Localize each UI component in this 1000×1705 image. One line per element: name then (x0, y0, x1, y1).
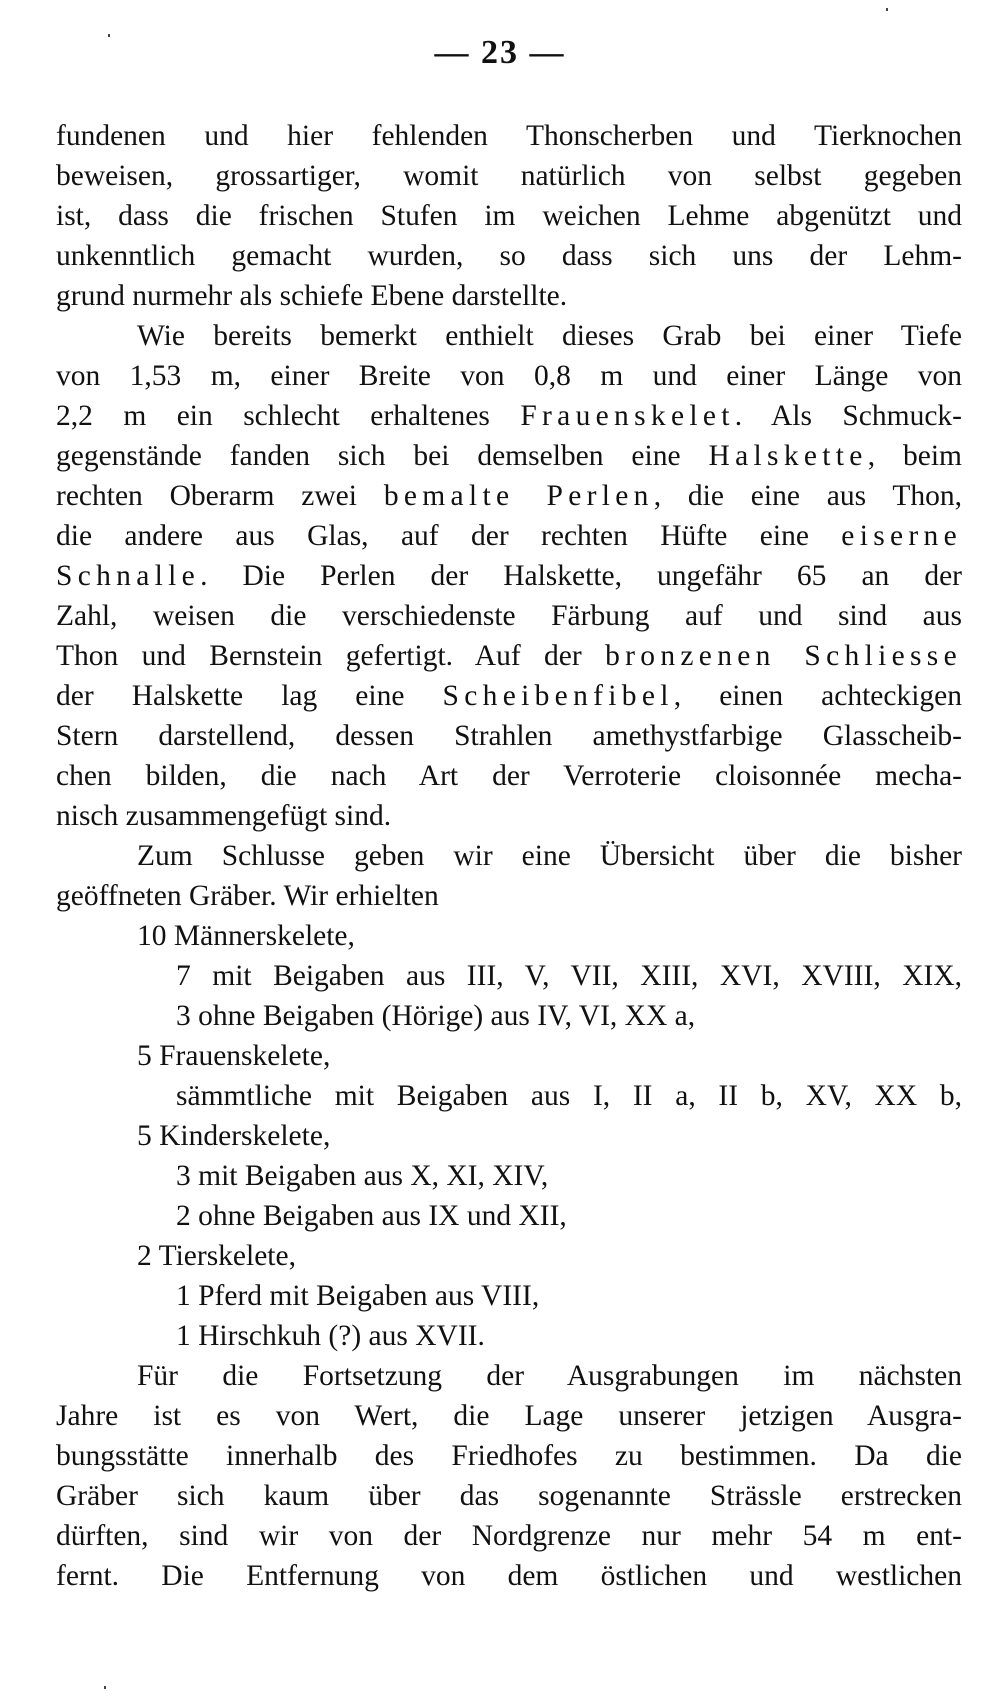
text-segment: von 1,53 m, einer Breite von 0,8 m und einer Länge von (56, 360, 962, 392)
text-segment: grund nurmehr als schiefe Ebene darstellte. (56, 280, 568, 312)
spaced-emphasis-text: Halskette (708, 440, 868, 472)
text-line (56, 1476, 962, 1516)
text-line (56, 116, 962, 156)
text-line (56, 1196, 962, 1236)
text-segment: . Die Perlen der Halskette, ungefähr 65 an der (200, 560, 962, 592)
text-line (56, 716, 962, 756)
text-line (56, 1316, 962, 1356)
text-segment: fundenen und hier fehlenden Thonscherben und Tierknochen (56, 120, 962, 152)
text-line (56, 516, 962, 556)
text-segment: Wie bereits bemerkt enthielt dieses Grab bei einer Tiefe (137, 320, 962, 352)
text-line (56, 636, 962, 676)
text-segment: Stern darstellend, dessen Strahlen amethystfarbige Glasscheib- (56, 720, 962, 752)
text-line (56, 1516, 962, 1556)
spaced-emphasis-text: Scheibenfibel (442, 680, 674, 712)
spaced-emphasis-text: bronzenen Schliesse (605, 640, 962, 672)
text-segment: 1 Pferd mit Beigaben aus VIII, (176, 1280, 540, 1312)
text-segment: Jahre ist es von Wert, die Lage unserer jetzigen Ausgra- (56, 1400, 962, 1432)
text-line (56, 1556, 962, 1596)
text-line (56, 1276, 962, 1316)
text-line (56, 1396, 962, 1436)
text-line (56, 1236, 962, 1276)
text-segment: chen bilden, die nach Art der Verroterie cloisonnée mecha- (56, 760, 962, 792)
spaced-emphasis-text: Schnalle (56, 560, 201, 592)
text-segment: Thon und Bernstein gefertigt. Auf der (56, 640, 606, 672)
text-segment: unkenntlich gemacht wurden, so dass sich uns der Lehm- (56, 240, 962, 272)
scan-speck (104, 1686, 106, 1689)
text-segment: 7 mit Beigaben aus III, V, VII, XIII, XVI, XVIII, XIX, (176, 960, 962, 992)
text-line (56, 676, 962, 716)
text-line (56, 1036, 962, 1076)
text-segment: beweisen, grossartiger, womit natürlich von selbst gegeben (56, 160, 962, 192)
text-segment: , die eine aus Thon, (653, 480, 963, 512)
text-segment: rechten Oberarm zwei (56, 480, 384, 512)
text-segment: 3 ohne Beigaben (Hörige) aus IV, VI, XX a, (176, 1000, 696, 1032)
spaced-emphasis-text: Frauenskelet (520, 400, 735, 432)
text-segment: Gräber sich kaum über das sogenannte Strässle erstrecken (56, 1480, 962, 1512)
text-segment: , einen achteckigen (673, 680, 962, 712)
text-line (56, 396, 962, 436)
text-segment: Zahl, weisen die verschiedenste Färbung auf und sind aus (56, 600, 962, 632)
text-segment: Zum Schlusse geben wir eine Übersicht über die bisher (137, 840, 962, 872)
text-line (56, 316, 962, 356)
text-line (56, 196, 962, 236)
text-line (56, 156, 962, 196)
text-line (56, 556, 962, 596)
page-number: — 23 — (434, 34, 566, 71)
page-body-text (56, 116, 962, 1596)
text-segment: , beim (867, 440, 962, 472)
text-line (56, 436, 962, 476)
text-segment: 1 Hirschkuh (?) aus XVII. (176, 1320, 485, 1352)
spaced-emphasis-text: bemalte Perlen (383, 480, 654, 512)
text-segment: 2,2 m ein schlecht erhaltenes (56, 400, 521, 432)
text-segment: ist, dass die frischen Stufen im weichen Lehme abgenützt und (56, 200, 962, 232)
text-segment: dürften, sind wir von der Nordgrenze nur mehr 54 m ent- (56, 1520, 962, 1552)
text-line (56, 756, 962, 796)
text-line (56, 1156, 962, 1196)
scan-speck (108, 34, 110, 37)
text-line (56, 996, 962, 1036)
text-segment: der Halskette lag eine (56, 680, 443, 712)
text-line (56, 796, 962, 836)
text-line (56, 1076, 962, 1116)
text-segment: 5 Kinderskelete, (137, 1120, 331, 1152)
text-line (56, 1356, 962, 1396)
text-line (56, 1436, 962, 1476)
text-segment: die andere aus Glas, auf der rechten Hüfte eine (56, 520, 842, 552)
text-line (56, 956, 962, 996)
text-line (56, 836, 962, 876)
scan-speck (886, 8, 888, 11)
text-line (56, 596, 962, 636)
text-segment: geöffneten Gräber. Wir erhielten (56, 880, 439, 912)
text-line (56, 916, 962, 956)
text-segment: 3 mit Beigaben aus X, XI, XIV, (176, 1160, 549, 1192)
text-segment: 10 Männerskelete, (137, 920, 355, 952)
text-segment: gegenstände fanden sich bei demselben eine (56, 440, 709, 472)
text-segment: 5 Frauenskelete, (137, 1040, 331, 1072)
text-line (56, 276, 962, 316)
text-segment: Für die Fortsetzung der Ausgrabungen im nächsten (137, 1360, 962, 1392)
text-segment: 2 ohne Beigaben aus IX und XII, (176, 1200, 567, 1232)
spaced-emphasis-text: eiserne (841, 520, 962, 552)
text-line (56, 236, 962, 276)
text-segment: 2 Tierskelete, (137, 1240, 296, 1272)
text-line (56, 356, 962, 396)
text-line (56, 476, 962, 516)
text-segment: fernt. Die Entfernung von dem östlichen und westlichen (56, 1560, 962, 1592)
text-segment: bungsstätte innerhalb des Friedhofes zu bestimmen. Da die (56, 1440, 962, 1472)
text-line (56, 1116, 962, 1156)
text-segment: nisch zusammengefügt sind. (56, 800, 392, 832)
text-line (56, 876, 962, 916)
text-segment: . Als Schmuck- (734, 400, 962, 432)
text-segment: sämmtliche mit Beigaben aus I, II a, II b, XV, XX b, (176, 1080, 962, 1112)
